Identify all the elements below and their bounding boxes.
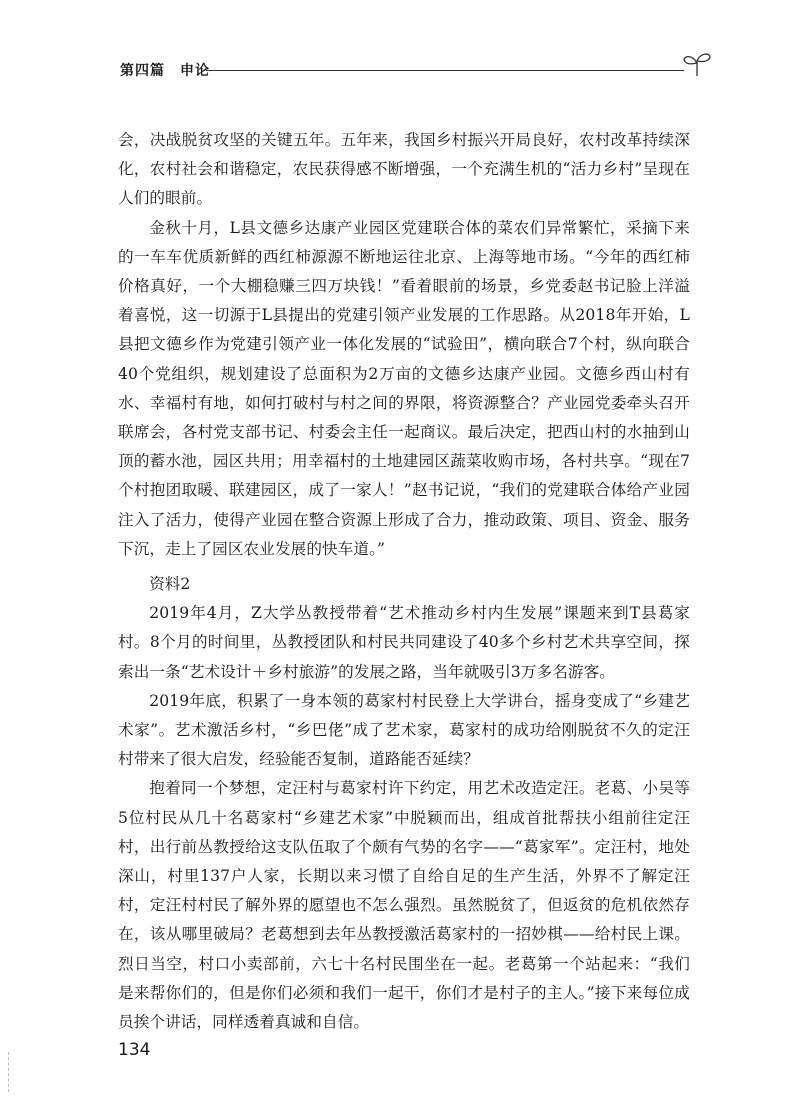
paragraph-dingwang-village: 抱着同一个梦想，定汪村与葛家村许下约定，用艺术改造定汪。老葛、小吴等5位村民从几十名葛家村“乡建艺术家”中脱颖而出，组成首批帮扶小组前往定汪村，出行前丛教授给这支队伍取了个颇有气势的名字——“葛家军”。定汪村，地处深山，村里137户人家，长期以来习惯了自给自足的生产生活，外界不了解定汪村，定汪村村民了解外界的愿望也不怎么强烈。虽然脱贫了，但返贫的危机依然存在，该从哪里破局？老葛想到去年丛教授激活葛家村的一招妙棋——给村民上课。烈日当空，村口小卖部前，六七十名村民围坐在一起。老葛第一个站起来：“我们是来帮你们的，但是你们必须和我们一起干，你们才是村子的主人。”接下来每位成员挨个讲话，同样透着真诚和自信。: [118, 779, 690, 1032]
section-label-material-2: 资料2: [149, 575, 191, 594]
sprout-icon: [680, 46, 714, 80]
paragraph-party-building: 金秋十月，L县文德乡达康产业园区党建联合体的菜农们异常繁忙，采摘下来的一车车优质新鲜的西红柿源源不断地运往北京、上海等地市场。“今年的西红柿价格真好，一个大棚稳赚三四万块钱！”看着眼前的场景，乡党委赵书记脸上洋溢着喜悦，这一切源于L县提出的党建引领产业发展的工作思路。从2018年开始，L县把文德乡作为党建引领产业一体化发展的“试验田”，横向联合7个村，纵向联合40个党组织，规划建设了总面积为2万亩的文德乡达康产业园。文德乡西山村有水、幸福村有地，如何打破村与村之间的界限，将资源整合？产业园党委牵头召开联席会，各村党支部书记、村委会主任一起商议。最后决定，把西山村的水抽到山顶的蓄水池，园区共用；用幸福村的土地建园区蔬菜收购市场，各村共享。“现在7个村抱团取暖、联建园区，成了一家人！”赵书记说，“我们的党建联合体给产业园注入了活力，使得产业园在整合资源上形成了合力，推动政策、项目、资金、服务下沉，走上了园区农业发展的快车道。”: [118, 218, 690, 558]
header-rule: [206, 70, 684, 71]
body-text: [118, 126, 690, 1037]
paragraph-rural-artists: 2019年底，积累了一身本领的葛家村村民登上大学讲台，摇身变成了“乡建艺术家”。艺术激活乡村，“乡巴佬”成了艺术家，葛家村的成功给刚脱贫不久的定汪村带来了很大启发，经验能否复制，道路能否延续？: [118, 691, 690, 769]
paragraph-continued: 会，决战脱贫攻坚的关键五年。五年来，我国乡村振兴开局良好，农村改革持续深化，农村社会和谐稳定，农民获得感不断增强，一个充满生机的“活力乡村”呈现在人们的眼前。: [118, 131, 690, 208]
paragraph-gejia-village: 2019年4月，Z大学丛教授带着“艺术推动乡村内生发展”课题来到T县葛家村。8个月的时间里，丛教授团队和村民共同建设了40多个乡村艺术共享空间，探索出一条“艺术设计＋乡村旅游”的发展之路，当年就吸引3万多名游客。: [118, 604, 690, 681]
page-number: 134: [118, 1040, 151, 1060]
running-header: [120, 58, 700, 82]
margin-mark: [8, 1052, 9, 1092]
header-title: 第四篇 申论: [120, 63, 210, 79]
